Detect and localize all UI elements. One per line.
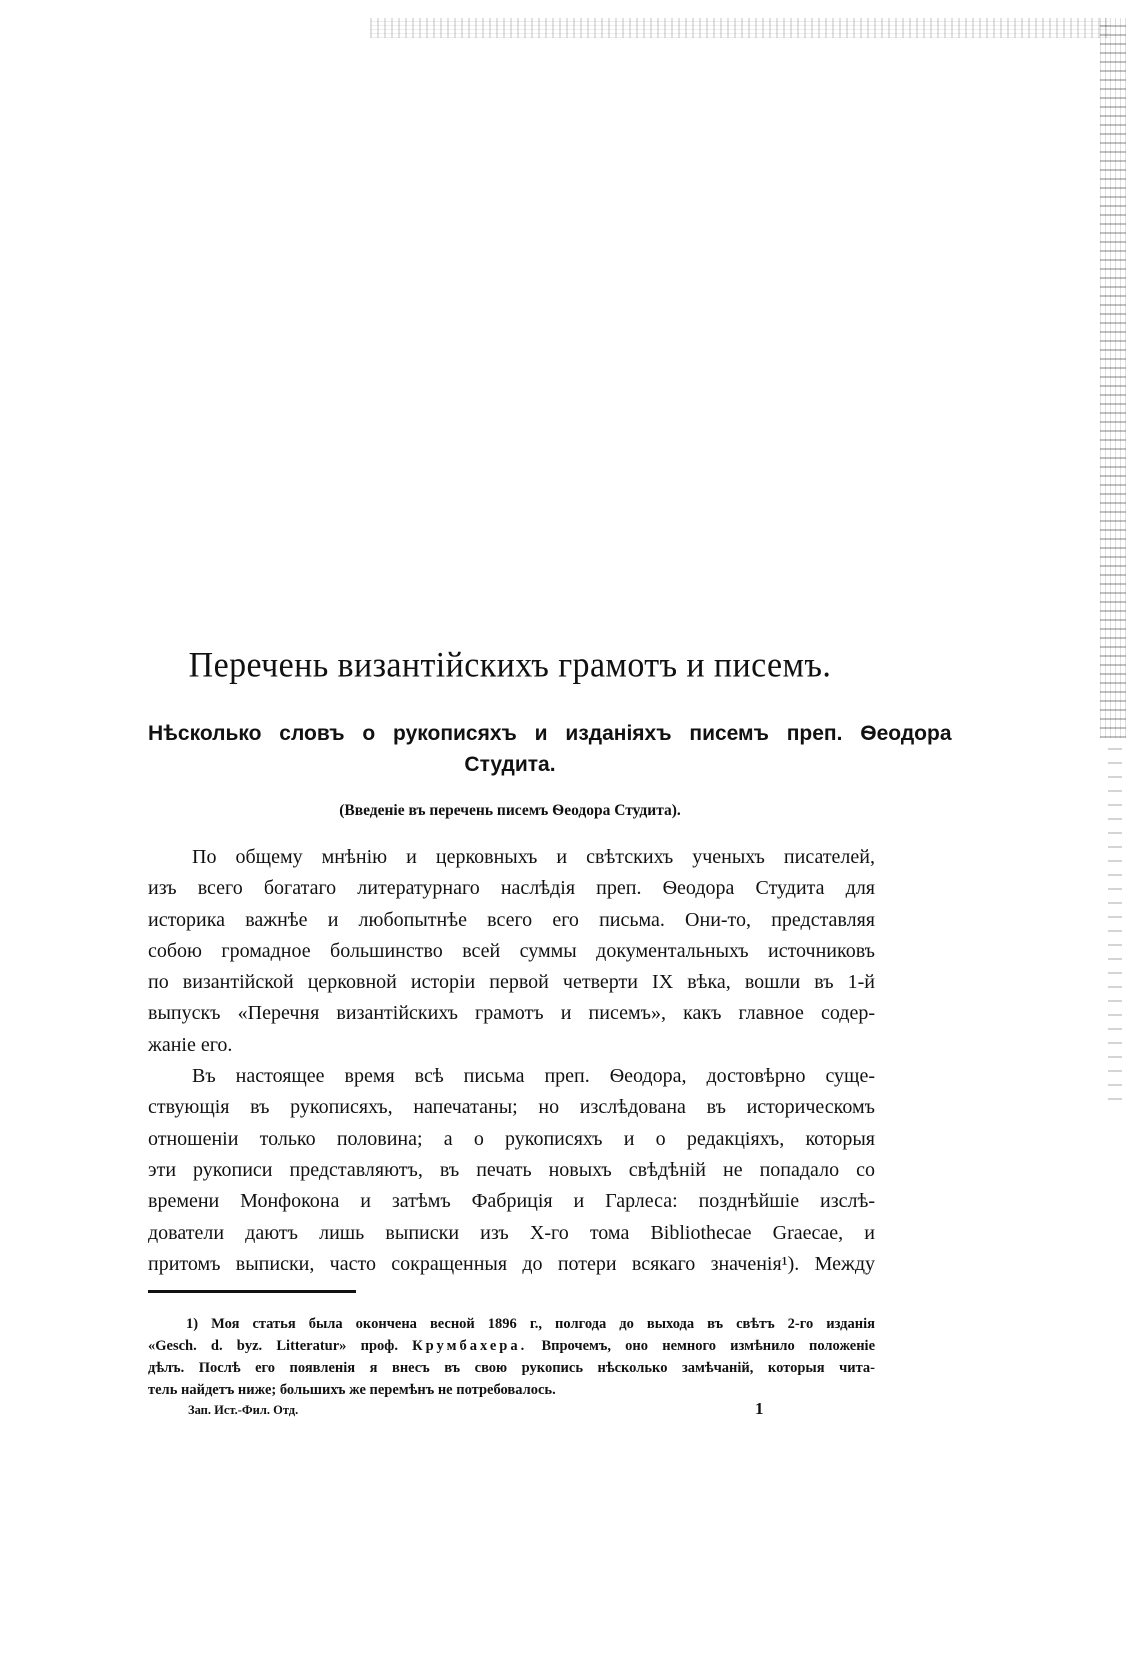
body-text <box>148 842 875 1280</box>
paragraph-2 <box>148 1061 875 1280</box>
footnote-line <box>148 1335 875 1357</box>
text-line: эти рукописи представляютъ, въ печать новыхъ свѣдѣній не попадало со <box>148 1158 875 1181</box>
text-line: времени Монфокона и затѣмъ Фабриція и Гарлеса: позднѣйшіе изслѣ- <box>148 1190 875 1213</box>
scan-artifact-right-lower <box>1108 740 1122 1100</box>
text-line: Въ настоящее время всѣ письма преп. Ѳеодора, достовѣрно суще- <box>192 1065 875 1088</box>
text-line: жаніе его. <box>148 1033 233 1056</box>
text-line: изъ всего богатаго литературнаго наслѣдія преп. Ѳеодора Студита для <box>148 877 875 900</box>
footnote-line: 1) Моя статья была окончена весной 1896 г., полгода до выхода въ свѣтъ 2-го изданія <box>186 1316 875 1332</box>
text-line: собою громадное большинство всей суммы документальныхъ источниковъ <box>148 939 875 962</box>
page-number: 1 <box>755 1399 764 1418</box>
text-line: отношеніи только половина; а о рукописяхъ и о редакціяхъ, которыя <box>148 1127 875 1150</box>
footnote-line-part: Впрочемъ, оно немного измѣнило положеніе <box>541 1338 876 1354</box>
scan-artifact-right <box>1100 18 1126 738</box>
text-line: выпускъ «Перечня византійскихъ грамотъ и писемъ», какъ главное содер- <box>148 1002 875 1025</box>
paragraph-1 <box>148 842 875 1061</box>
text-line: притомъ выписки, часто сокращенныя до потери всякаго значенія¹). Между <box>148 1252 875 1275</box>
text-line: историка важнѣе и любопытнѣе всего его письма. Они-то, представляя <box>148 908 875 931</box>
footnote-divider <box>148 1290 356 1293</box>
subtitle-line-2: Студита. <box>464 753 556 776</box>
text-line: По общему мнѣнію и церковныхъ и свѣтскихъ ученыхъ писателей, <box>192 846 875 868</box>
text-line: ствующія въ рукописяхъ, напечатаны; но изслѣдована въ историческомъ <box>148 1096 875 1119</box>
scan-artifact-top <box>370 18 1110 38</box>
author-name-spaced: Крумбахера. <box>412 1338 528 1354</box>
intro-note: (Введеніе въ перечень писемъ Ѳеодора Студита). <box>339 802 681 819</box>
footnote-line: дѣлъ. Послѣ его появленія я внесъ въ свою рукопись нѣсколько замѣчаній, которыя чита- <box>148 1360 875 1376</box>
document-title: Перечень византійскихъ грамотъ и писемъ. <box>188 646 832 685</box>
document-subtitle <box>148 718 952 780</box>
text-line: по византійской церковной исторіи первой четверти IX вѣка, вошли въ 1-й <box>148 971 875 994</box>
text-line: дователи даютъ лишь выписки изъ X-го тома Bibliothecae Graecae, и <box>148 1221 875 1244</box>
footnote <box>148 1313 875 1401</box>
footnote-line: тель найдетъ ниже; большихъ же перемѣнъ не потребовалось. <box>148 1382 556 1398</box>
footnote-line-part: «Gesch. d. byz. Litteratur» проф. <box>148 1338 398 1354</box>
journal-signature: Зап. Ист.-Фил. Отд. <box>188 1403 299 1417</box>
subtitle-line-1: Нѣсколько словъ о рукописяхъ и изданіяхъ писемъ преп. Ѳеодора <box>148 722 952 745</box>
